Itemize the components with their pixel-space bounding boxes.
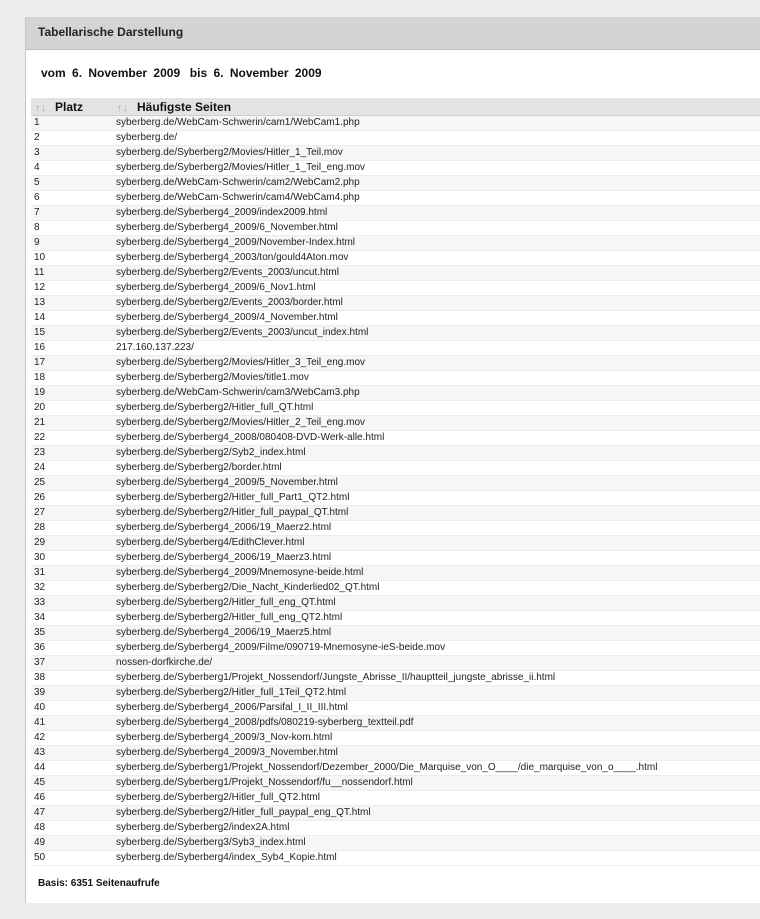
table-row <box>31 266 760 281</box>
page-url-cell: syberberg.de/Syberberg4_2006/19_Maerz2.html <box>113 521 760 536</box>
rank-cell: 17 <box>31 356 113 371</box>
table-row <box>31 596 760 611</box>
table-row <box>31 296 760 311</box>
sort-arrows-icon[interactable]: ↑↓ <box>35 102 47 114</box>
table-row <box>31 776 760 791</box>
rank-cell: 47 <box>31 806 113 821</box>
rank-cell: 50 <box>31 851 113 866</box>
table-row <box>31 521 760 536</box>
table-row <box>31 416 760 431</box>
page-url-cell: syberberg.de/Syberberg4_2009/Mnemosyne-beide.html <box>113 566 760 581</box>
range-to-month: November <box>229 66 289 80</box>
page-url-cell: syberberg.de/Syberberg1/Projekt_Nossendorf/Dezember_2000/Die_Marquise_von_O____/die_marquise_von_o____.html <box>113 761 760 776</box>
page-url-cell: syberberg.de/Syberberg2/Movies/title1.mov <box>113 371 760 386</box>
table-row <box>31 131 760 146</box>
table-row <box>31 716 760 731</box>
table-row <box>31 206 760 221</box>
table-row <box>31 341 760 356</box>
rank-cell: 20 <box>31 401 113 416</box>
page-column-header[interactable] <box>113 98 760 116</box>
rank-cell: 5 <box>31 176 113 191</box>
page-url-cell: syberberg.de/Syberberg2/Events_2003/uncut_index.html <box>113 326 760 341</box>
table-row <box>31 326 760 341</box>
rank-cell: 44 <box>31 761 113 776</box>
page-url-cell: syberberg.de/Syberberg2/Hitler_full_QT2.html <box>113 791 760 806</box>
table-row <box>31 536 760 551</box>
page-url-cell: syberberg.de/Syberberg2/Movies/Hitler_1_Teil_eng.mov <box>113 161 760 176</box>
rank-cell: 14 <box>31 311 113 326</box>
rank-cell: 28 <box>31 521 113 536</box>
table-row <box>31 371 760 386</box>
page-url-cell: syberberg.de/Syberberg2/Hitler_full_paypal_QT.html <box>113 506 760 521</box>
page-url-cell: syberberg.de/Syberberg4_2006/19_Maerz3.html <box>113 551 760 566</box>
panel-title: Tabellarische Darstellung <box>26 17 760 50</box>
page-url-cell: syberberg.de/Syberberg2/Events_2003/uncut.html <box>113 266 760 281</box>
rank-cell: 4 <box>31 161 113 176</box>
page-url-cell: syberberg.de/Syberberg2/Movies/Hitler_3_Teil_eng.mov <box>113 356 760 371</box>
rank-cell: 42 <box>31 731 113 746</box>
table-row <box>31 431 760 446</box>
rank-cell: 31 <box>31 566 113 581</box>
table-row <box>31 581 760 596</box>
rank-cell: 12 <box>31 281 113 296</box>
rank-column-header[interactable] <box>31 98 113 116</box>
table-row <box>31 176 760 191</box>
rank-cell: 11 <box>31 266 113 281</box>
page-url-cell: syberberg.de/Syberberg2/Hitler_full_eng_QT.html <box>113 596 760 611</box>
range-to-year: 2009 <box>294 66 322 80</box>
rank-cell: 25 <box>31 476 113 491</box>
page-url-cell: syberberg.de/Syberberg4_2009/index2009.html <box>113 206 760 221</box>
page-url-cell: syberberg.de/WebCam-Schwerin/cam4/WebCam4.php <box>113 191 760 206</box>
page-url-cell: syberberg.de/Syberberg4_2009/6_Nov1.html <box>113 281 760 296</box>
page-url-cell: syberberg.de/Syberberg4_2006/Parsifal_I_II_III.html <box>113 701 760 716</box>
table-header-row <box>31 98 760 116</box>
table-row <box>31 251 760 266</box>
rank-cell: 30 <box>31 551 113 566</box>
table-row <box>31 221 760 236</box>
table-row <box>31 311 760 326</box>
rank-cell: 38 <box>31 671 113 686</box>
table-row <box>31 851 760 866</box>
page-url-cell: syberberg.de/Syberberg4/index_Syb4_Kopie.html <box>113 851 760 866</box>
rank-cell: 13 <box>31 296 113 311</box>
table-row <box>31 491 760 506</box>
table-row <box>31 146 760 161</box>
table-row <box>31 281 760 296</box>
page-url-cell: syberberg.de/Syberberg1/Projekt_Nossendorf/fu__nossendorf.html <box>113 776 760 791</box>
page-url-cell: syberberg.de/Syberberg1/Projekt_Nossendorf/Jungste_Abrisse_II/hauptteil_jungste_abrisse_ii.html <box>113 671 760 686</box>
table-row <box>31 476 760 491</box>
rank-cell: 7 <box>31 206 113 221</box>
page-url-cell: syberberg.de/Syberberg2/index2A.html <box>113 821 760 836</box>
table-row <box>31 746 760 761</box>
page-url-cell: syberberg.de/WebCam-Schwerin/cam2/WebCam2.php <box>113 176 760 191</box>
page-url-cell: syberberg.de/Syberberg2/Hitler_full_Part1_QT2.html <box>113 491 760 506</box>
rank-cell: 35 <box>31 626 113 641</box>
range-from-label: vom <box>41 66 66 80</box>
page-column-label: Häufigste Seiten <box>137 99 232 114</box>
page-url-cell: syberberg.de/Syberberg2/Hitler_full_1Teil_QT2.html <box>113 686 760 701</box>
rank-cell: 32 <box>31 581 113 596</box>
rank-cell: 3 <box>31 146 113 161</box>
rank-cell: 43 <box>31 746 113 761</box>
stats-panel <box>25 17 760 903</box>
page-url-cell: syberberg.de/Syberberg4_2006/19_Maerz5.html <box>113 626 760 641</box>
page-url-cell: syberberg.de/ <box>113 131 760 146</box>
table-row <box>31 566 760 581</box>
table-row <box>31 446 760 461</box>
table-row <box>31 701 760 716</box>
page-url-cell: syberberg.de/Syberberg4_2008/pdfs/080219-syberberg_textteil.pdf <box>113 716 760 731</box>
rank-cell: 37 <box>31 656 113 671</box>
table-body <box>31 116 760 866</box>
rank-cell: 19 <box>31 386 113 401</box>
page-url-cell: syberberg.de/Syberberg2/Hitler_full_QT.html <box>113 401 760 416</box>
table-row <box>31 821 760 836</box>
page-url-cell: syberberg.de/Syberberg3/Syb3_index.html <box>113 836 760 851</box>
page-url-cell: syberberg.de/Syberberg2/border.html <box>113 461 760 476</box>
table-row <box>31 611 760 626</box>
range-separator: bis <box>189 66 208 80</box>
table-row <box>31 656 760 671</box>
rank-cell: 22 <box>31 431 113 446</box>
date-range <box>41 66 325 80</box>
table-row <box>31 401 760 416</box>
page-url-cell: syberberg.de/Syberberg2/Movies/Hitler_1_Teil.mov <box>113 146 760 161</box>
sort-arrows-icon[interactable]: ↑↓ <box>117 102 129 114</box>
page-url-cell: syberberg.de/Syberberg4_2008/080408-DVD-Werk-alle.html <box>113 431 760 446</box>
page-url-cell: syberberg.de/Syberberg2/Hitler_full_paypal_eng_QT.html <box>113 806 760 821</box>
table-row <box>31 686 760 701</box>
page-url-cell: 217.160.137.223/ <box>113 341 760 356</box>
table-row <box>31 671 760 686</box>
rank-cell: 39 <box>31 686 113 701</box>
rank-cell: 45 <box>31 776 113 791</box>
page-url-cell: syberberg.de/Syberberg2/Syb2_index.html <box>113 446 760 461</box>
table-row <box>31 116 760 131</box>
page-url-cell: syberberg.de/Syberberg4_2003/ton/gould4Aton.mov <box>113 251 760 266</box>
page-url-cell: syberberg.de/Syberberg2/Events_2003/border.html <box>113 296 760 311</box>
table-row <box>31 551 760 566</box>
range-from-year: 2009 <box>153 66 181 80</box>
table-row <box>31 641 760 656</box>
page-url-cell: syberberg.de/Syberberg4_2009/3_November.html <box>113 746 760 761</box>
rank-column-label: Platz <box>55 99 84 114</box>
table-row <box>31 506 760 521</box>
rank-cell: 10 <box>31 251 113 266</box>
rank-cell: 48 <box>31 821 113 836</box>
rank-cell: 46 <box>31 791 113 806</box>
rank-cell: 41 <box>31 716 113 731</box>
range-to-day: 6. <box>213 66 224 80</box>
rank-cell: 26 <box>31 491 113 506</box>
rank-cell: 34 <box>31 611 113 626</box>
page-url-cell: syberberg.de/Syberberg4_2009/5_November.html <box>113 476 760 491</box>
page-url-cell: syberberg.de/WebCam-Schwerin/cam1/WebCam1.php <box>113 116 760 131</box>
table-row <box>31 761 760 776</box>
page-url-cell: syberberg.de/WebCam-Schwerin/cam3/WebCam3.php <box>113 386 760 401</box>
rank-cell: 49 <box>31 836 113 851</box>
rank-cell: 15 <box>31 326 113 341</box>
table-row <box>31 806 760 821</box>
rank-cell: 36 <box>31 641 113 656</box>
table-row <box>31 461 760 476</box>
page-url-cell: syberberg.de/Syberberg4_2009/Filme/090719-Mnemosyne-ieS-beide.mov <box>113 641 760 656</box>
page-url-cell: syberberg.de/Syberberg4_2009/4_November.html <box>113 311 760 326</box>
table-row <box>31 356 760 371</box>
rank-cell: 18 <box>31 371 113 386</box>
rank-cell: 2 <box>31 131 113 146</box>
page-url-cell: syberberg.de/Syberberg4_2009/November-Index.html <box>113 236 760 251</box>
page-url-cell: syberberg.de/Syberberg4_2009/3_Nov-kom.html <box>113 731 760 746</box>
rank-cell: 21 <box>31 416 113 431</box>
table-row <box>31 836 760 851</box>
rank-cell: 24 <box>31 461 113 476</box>
rank-cell: 33 <box>31 596 113 611</box>
rank-cell: 29 <box>31 536 113 551</box>
rank-cell: 23 <box>31 446 113 461</box>
table-row <box>31 161 760 176</box>
rank-cell: 1 <box>31 116 113 131</box>
table-row <box>31 731 760 746</box>
page-url-cell: syberberg.de/Syberberg2/Die_Nacht_Kinderlied02_QT.html <box>113 581 760 596</box>
rank-cell: 8 <box>31 221 113 236</box>
rank-cell: 16 <box>31 341 113 356</box>
rank-cell: 6 <box>31 191 113 206</box>
table-row <box>31 386 760 401</box>
table-row <box>31 236 760 251</box>
page-url-cell: syberberg.de/Syberberg2/Movies/Hitler_2_Teil_eng.mov <box>113 416 760 431</box>
rank-cell: 40 <box>31 701 113 716</box>
range-from-day: 6. <box>72 66 83 80</box>
rank-cell: 27 <box>31 506 113 521</box>
table-row <box>31 191 760 206</box>
range-from-month: November <box>88 66 148 80</box>
rank-cell: 9 <box>31 236 113 251</box>
basis-summary: Basis: 6351 Seitenaufrufe <box>38 878 160 889</box>
page-url-cell: syberberg.de/Syberberg2/Hitler_full_eng_QT2.html <box>113 611 760 626</box>
page-url-cell: nossen-dorfkirche.de/ <box>113 656 760 671</box>
table-row <box>31 791 760 806</box>
top-pages-table <box>31 98 760 866</box>
page-url-cell: syberberg.de/Syberberg4_2009/6_November.html <box>113 221 760 236</box>
table-row <box>31 626 760 641</box>
page-url-cell: syberberg.de/Syberberg4/EdithClever.html <box>113 536 760 551</box>
